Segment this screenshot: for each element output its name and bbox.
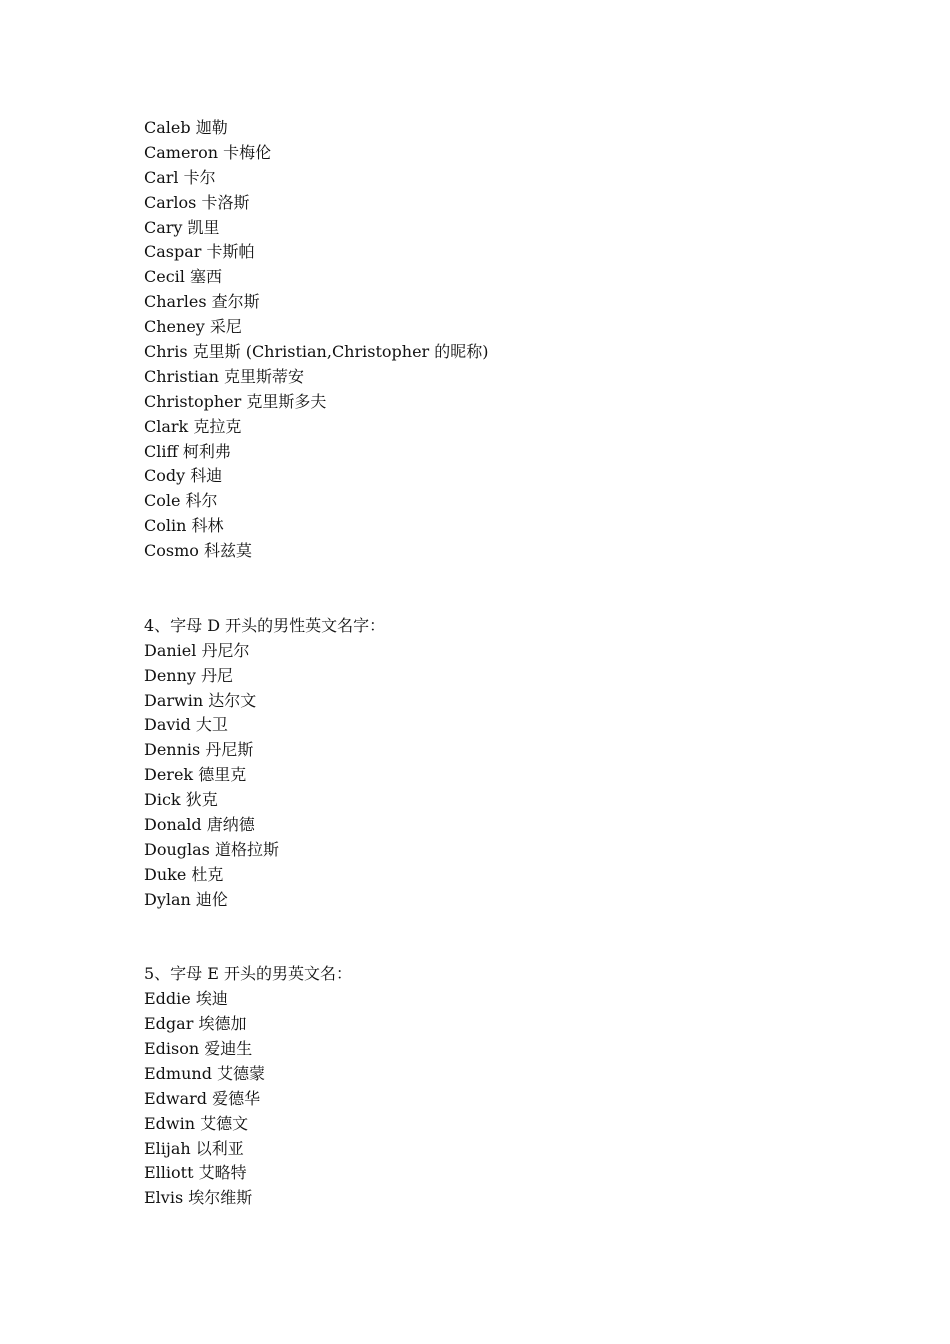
section-heading: 5、字母 E 开头的男英文名： bbox=[144, 964, 353, 984]
name-entry: Cary 凯里 bbox=[144, 217, 220, 237]
name-entry: Chris 克里斯 (Christian,Christopher 的昵称) bbox=[144, 342, 489, 362]
name-entry: Eddie 埃迪 bbox=[144, 989, 228, 1009]
name-entry: Elliott 艾略特 bbox=[144, 1163, 247, 1183]
name-entry: Edmund 艾德蒙 bbox=[144, 1063, 266, 1083]
name-entry: Daniel 丹尼尔 bbox=[144, 640, 250, 660]
name-entry: Dylan 迪伦 bbox=[144, 889, 228, 909]
section-spacer bbox=[144, 913, 844, 963]
name-entry: Dennis 丹尼斯 bbox=[144, 740, 254, 760]
section-e-list bbox=[144, 962, 844, 1211]
name-entry: Dick 狄克 bbox=[144, 790, 218, 810]
name-entry: Duke 杜克 bbox=[144, 864, 224, 884]
section-c-list bbox=[144, 116, 844, 564]
name-entry: Caspar 卡斯帕 bbox=[144, 242, 255, 262]
name-entry: Edward 爱德华 bbox=[144, 1088, 261, 1108]
name-entry: Charles 查尔斯 bbox=[144, 292, 260, 312]
name-entry: Carl 卡尔 bbox=[144, 167, 216, 187]
name-entry: Cheney 采尼 bbox=[144, 317, 242, 337]
name-entry: Christopher 克里斯多夫 bbox=[144, 391, 327, 411]
section-heading: 4、字母 D 开头的男性英文名字： bbox=[144, 615, 386, 635]
name-entry: Darwin 达尔文 bbox=[144, 690, 257, 710]
name-entry: Caleb 迦勒 bbox=[144, 118, 228, 137]
name-entry: Derek 德里克 bbox=[144, 765, 247, 785]
name-entry: Edison 爱迪生 bbox=[144, 1038, 253, 1058]
name-entry: Denny 丹尼 bbox=[144, 665, 234, 685]
name-entry: Cecil 塞西 bbox=[144, 267, 222, 287]
name-list-content bbox=[144, 116, 844, 1211]
name-entry: Cliff 柯利弗 bbox=[144, 441, 231, 461]
name-entry: Donald 唐纳德 bbox=[144, 814, 255, 834]
section-d-list bbox=[144, 614, 844, 913]
name-entry: Cole 科尔 bbox=[144, 491, 218, 511]
name-entry: Cameron 卡梅伦 bbox=[144, 142, 272, 162]
name-entry: Elijah 以利亚 bbox=[144, 1138, 244, 1158]
name-entry: Christian 克里斯蒂安 bbox=[144, 366, 305, 386]
name-entry: Carlos 卡洛斯 bbox=[144, 192, 250, 212]
name-entry: Elvis 埃尔维斯 bbox=[144, 1188, 253, 1208]
name-entry: Edwin 艾德文 bbox=[144, 1113, 249, 1133]
name-entry: Cody 科迪 bbox=[144, 466, 223, 486]
name-entry: Edgar 埃德加 bbox=[144, 1014, 247, 1034]
name-entry: David 大卫 bbox=[144, 715, 228, 735]
name-entry: Cosmo 科兹莫 bbox=[144, 541, 252, 561]
name-entry: Douglas 道格拉斯 bbox=[144, 839, 279, 859]
name-entry: Colin 科林 bbox=[144, 516, 224, 536]
section-spacer bbox=[144, 564, 844, 614]
name-entry: Clark 克拉克 bbox=[144, 416, 242, 436]
